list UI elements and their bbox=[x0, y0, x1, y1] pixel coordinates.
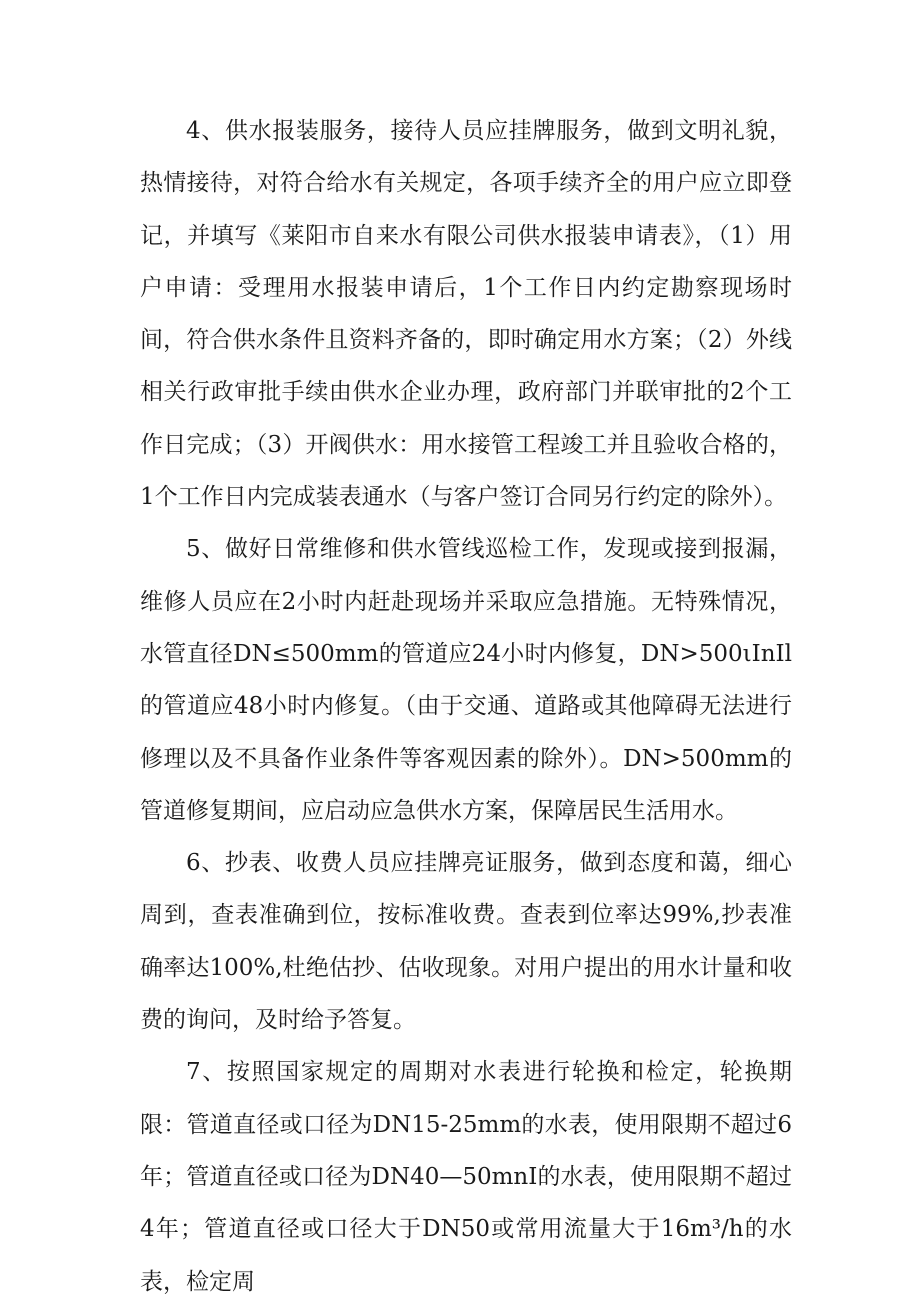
paragraph-4-text: 、供水报装服务，接待人员应挂牌服务，做到文明礼貌，热情接待，对符合给水有关规定，各项手续齐全的用户应立即登记，并填写《莱阳市自来水有限公司供水报装申请表》，（1）用户申请：受理用水报装申请后，1个工作日内约定勘察现场时间，符合供水条件且资料齐备的，即时确定用水方案；（2）外线相关行政审批手续由供水企业办理，政府部门并联审批的2个工作日完成；（3）开阀供水：用水接管工程竣工并且验收合格的，1个工作日内完成装表通水（与客户签订合同另行约定的除外）。 bbox=[140, 118, 792, 511]
paragraph-7-text: 、按照国家规定的周期对水表进行轮换和检定，轮换期限：管道直径或口径为DN15-25mm的水表，使用限期不超过6年；管道直径或口径为DN40—50mnI的水表，使用限期不超过4年；管道直径或口径大于DN50或常用流量大于16m³/h的水表，检定周 bbox=[140, 1059, 792, 1295]
paragraph-6-number: 6 bbox=[186, 850, 201, 877]
paragraph-5 bbox=[140, 523, 792, 837]
paragraph-6-text: 、抄表、收费人员应挂牌亮证服务，做到态度和蔼，细心周到，查表准确到位，按标准收费。查表到位率达99%,抄表准确率达100%,杜绝估抄、估收现象。对用户提出的用水计量和收费的询问，及时给予答复。 bbox=[140, 850, 792, 1034]
paragraph-5-text: 、做好日常维修和供水管线巡检工作，发现或接到报漏，维修人员应在2小时内赶赴现场并采取应急措施。无特殊情况，水管直径DN≤500mm的管道应24小时内修复，DN>500ιInIl的管道应48小时内修复。（由于交通、道路或其他障碍无法进行修理以及不具备作业条件等客观因素的除外）。DN>500mm的管道修复期间，应启动应急供水方案，保障居民生活用水。 bbox=[140, 536, 792, 824]
paragraph-7-number: 7 bbox=[186, 1059, 201, 1086]
paragraph-5-number: 5 bbox=[186, 536, 201, 563]
paragraph-4 bbox=[140, 105, 792, 523]
document-body bbox=[140, 105, 792, 1308]
paragraph-4-number: 4 bbox=[186, 118, 201, 144]
paragraph-7 bbox=[140, 1046, 792, 1307]
paragraph-6 bbox=[140, 837, 792, 1046]
